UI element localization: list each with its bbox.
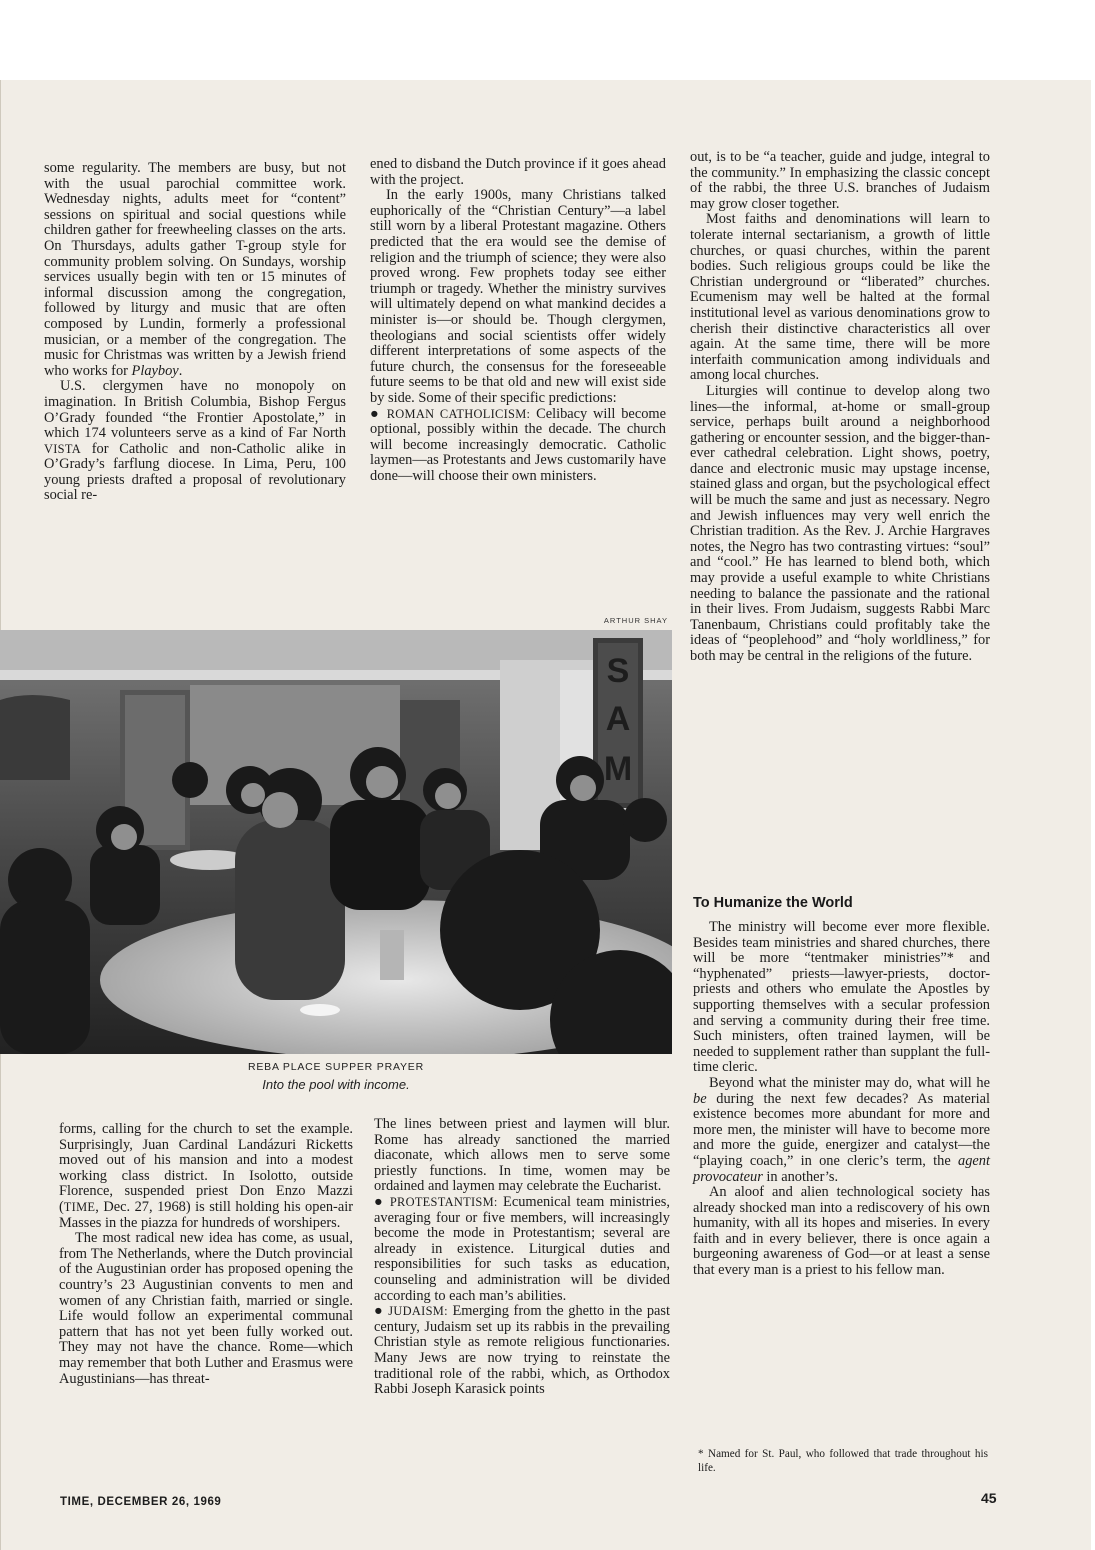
- paragraph: Beyond what the minister may do, what will he be during the next few decades? As material existence becomes more abundant for more and more men, the minister will have to become more and more the guide, energizer and catalyst—the “playing coach,” in one cleric’s term, the agent provocateur in another’s.: [693, 1074, 990, 1185]
- paragraph: The most radical new idea has come, as usual, from The Netherlands, where the Dutch provincial of the Augustinian order has proposed opening the country’s 23 Augustinian convents to men and women of any Christian faith, married or single. Life would follow an experimental communal pattern that has not yet been fully worked out. They may not have the chance. Rome—which may remember that both Luther and Erasmus were Augustinians—has threat-: [59, 1230, 353, 1387]
- paragraph: ● ROMAN CATHOLICISM: Celibacy will become optional, possibly within the decade. The church will become increasingly democratic. Catholic laymen—as Protestants and Jews customarily have done—will choose their own ministers.: [370, 405, 666, 484]
- paragraph: The ministry will become ever more flexible. Besides team ministries and shared churches, there will be more “tentmaker ministries”* and “hyphenated” priests—lawyer-priests, doctor-priests and others who emulate the Apostles by supporting themselves with a secular profession and serving a community during their free time. Such ministers, often trained laymen, will be needed to supplement rather than supplant the full-time cleric.: [693, 919, 990, 1076]
- section-subheading: To Humanize the World: [693, 895, 853, 911]
- article-column-3: [690, 150, 990, 665]
- banner-letters: [604, 652, 632, 788]
- issue-date-footer: TIME, DECEMBER 26, 1969: [60, 1496, 222, 1508]
- paragraph: In the early 1900s, many Christians talked euphorically of the “Christian Century”—a label still worn by a liberal Protestant magazine. Others predicted that the era would see the demise of religion and the triumph of science; they were also proved wrong. Few prophets today see either triumph or tragedy. Whether the ministry survives will ultimately depend on what mankind decides a minister is—or should be. Though clergymen, theologians and social scientists offer widely different interpretations of some aspects of the future church, the consensus for the foreseeable future seems to be that old and new will exist side by side. Some of their specific predictions:: [370, 187, 666, 406]
- paragraph: ● JUDAISM: Emerging from the ghetto in the past century, Judaism set up its rabbis in the prevailing Christian style as remote religious functionaries. Many Jews are now trying to reinstate the traditional role of the rabbi, which, as Orthodox Rabbi Joseph Karasick points: [374, 1303, 670, 1398]
- photo-credit: ARTHUR SHAY: [603, 616, 668, 625]
- banner-letter: M: [603, 750, 633, 788]
- magazine-name: TIME: [63, 1199, 96, 1214]
- photo-caption-text: Into the pool with income.: [262, 1077, 410, 1092]
- paragraph: out, is to be “a teacher, guide and judge, integral to the community.” In emphasizing the classic concept of the rabbi, the three U.S. branches of Judaism may grow closer together.: [690, 149, 990, 212]
- article-column-1-bottom: [59, 1122, 353, 1387]
- paragraph: An aloof and alien technological society has already shocked man into a rediscovery of his own humanity, with all its hopes and miseries. In every faith and in every believer, there is once again a burgeoning awareness of God—or at least a sense that every man is a priest to his fellow man.: [693, 1184, 990, 1279]
- banner-letter: S: [606, 652, 630, 690]
- paragraph: The lines between priest and laymen will blur. Rome has already sanctioned the married diaconate, which allows men to serve some priestly functions. In time, women may be ordained and laymen may celebrate the Eucharist.: [374, 1116, 670, 1195]
- paragraph: ● PROTESTANTISM: Ecumenical team ministries, averaging four or five members, will increasingly become the mode in Protestantism; several are already in existence. Liturgical duties and responsibilities for such tasks as education, counseling and administration will be divided according to each man’s abilities.: [374, 1193, 670, 1304]
- article-column-3-continued: [693, 920, 990, 1279]
- banner-letter: A: [605, 700, 631, 738]
- paragraph: Most faiths and denominations will learn to tolerate internal sectarianism, a growth of little churches, or quasi churches, within the parent bodies. Such religious groups could be like the Christian underground or “liberated” churches. Ecumenism may well be halted at the formal institutional level as various denominations grow to cherish their distinctive characteristics all over again. At the same time, there will be more interfaith communication among individuals and among local churches.: [690, 211, 990, 384]
- paragraph: U.S. clergymen have no monopoly on imagination. In British Columbia, Bishop Fergus O’Grady founded “the Frontier Apostolate,” in which 174 volunteers serve as a kind of Far North VISTA for Catholic and non-Catholic alike in O’Grady’s farflung diocese. In Lima, Peru, 100 young priests drafted a proposal of revolutionary social re-: [44, 378, 346, 504]
- section-label: PROTESTANTISM:: [389, 1194, 498, 1209]
- photo-caption-title: REBA PLACE SUPPER PRAYER: [248, 1061, 424, 1073]
- article-column-2-top: [370, 157, 666, 484]
- magazine-name: Playboy: [131, 362, 179, 379]
- acronym: VISTA: [44, 441, 81, 456]
- section-label: JUDAISM:: [388, 1304, 448, 1319]
- footnote: * Named for St. Paul, who followed that trade throughout his life.: [698, 1448, 988, 1474]
- paragraph: ened to disband the Dutch province if it goes ahead with the project.: [370, 156, 666, 188]
- page-number: 45: [981, 1490, 997, 1506]
- paragraph: forms, calling for the church to set the example. Surprisingly, Juan Cardinal Landázuri Ricketts moved out of his mansion and into a modest working class district. In Isolotto, outside Florence, suspended priest Don Enzo Mazzi (TIME, Dec. 27, 1968) is still holding his open-air Masses in the piazza for hundreds of worshipers.: [59, 1121, 353, 1231]
- section-label: ROMAN CATHOLICISM:: [386, 406, 531, 421]
- supper-prayer-photo: [0, 630, 672, 1054]
- paragraph: Liturgies will continue to develop along two lines—the informal, at-home or small-group service, perhaps built around a neighborhood gathering or encounter session, and the bigger-than-ever cathedral celebration. Light shows, poetry, dance and electronic music may upstage incense, stained glass and organ, but the psychological effect will be much the same and just as necessary. Negro and Jewish influences may very well enrich the Christian tradition. As the Rev. J. Archie Hargraves notes, the Negro has two contrasting virtues: “soul” and “cool.” He has learned to blend both, which may provide a useful example to white Christians needing to balance the passionate and the rational in their lives. From Judaism, suggests Rabbi Marc Tanenbaum, Christians could profitably take the ideas of “peoplehood” and “holy worldliness,” for both may be central in the religions of the future.: [690, 382, 990, 664]
- article-column-2-bottom: [374, 1117, 670, 1398]
- article-column-1-top: [44, 161, 346, 504]
- paragraph: some regularity. The members are busy, but not with the usual parochial committee work. Wednesday nights, adults meet for “content” sessions on spiritual and social questions while children gather for freewheeling classes on the arts. On Thursdays, adults gather T-group style for community problem solving. On Sundays, worship services usually begin with ten or 15 minutes of informal discussion among the congregation, followed by liturgy and music that are often composed by Lundin, formerly a professional musician, or a member of the congregation. The music for Christmas was written by a Jewish friend who works for Playboy.: [44, 160, 346, 379]
- photo-illustration: [0, 630, 672, 1054]
